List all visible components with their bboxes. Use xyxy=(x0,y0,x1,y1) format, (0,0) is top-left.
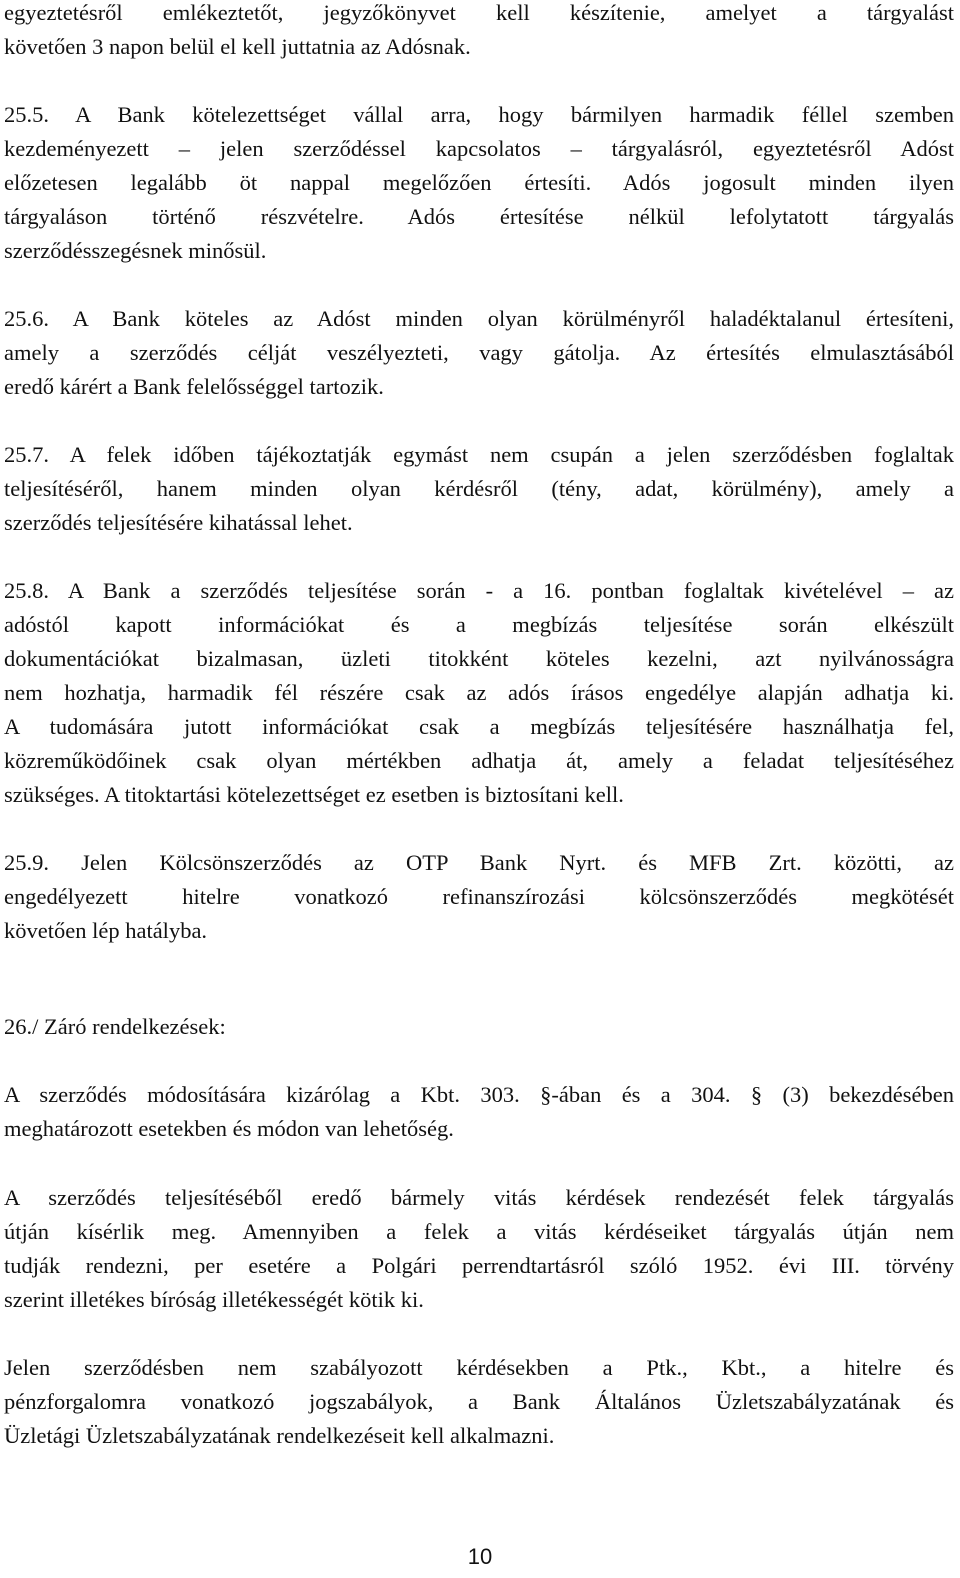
paragraph-25-5-line: 25.5. A Bank kötelezettséget vállal arra, hogy bármilyen harmadik féllel szemben xyxy=(4,102,954,127)
closing-paragraph-line: szerint illetékes bíróság illetékességét kötik ki. xyxy=(4,1287,424,1312)
closing-paragraph-line: A szerződés módosítására kizárólag a Kbt. 303. §-ában és a 304. § (3) bekezdésében xyxy=(4,1082,954,1107)
paragraph-25-8-line: A tudomására jutott információkat csak a megbízás teljesítésére használhatja fel, xyxy=(4,714,954,739)
paragraph-25-9-line: 25.9. Jelen Kölcsönszerződés az OTP Bank Nyrt. és MFB Zrt. közötti, az xyxy=(4,850,954,875)
paragraph-25-8-line: nem hozhatja, harmadik fél részére csak az adós írásos engedélye alapján adhatja ki. xyxy=(4,680,954,705)
text-line: követően 3 napon belül el kell juttatnia az Adósnak. xyxy=(4,34,471,59)
section-heading: 26./ Záró rendelkezések: xyxy=(4,1014,226,1039)
closing-paragraph-line: pénzforgalomra vonatkozó jogszabályok, a Bank Általános Üzletszabályzatának és xyxy=(4,1389,954,1414)
paragraph-25-5-line: tárgyaláson történő részvételre. Adós értesítése nélkül lefolytatott tárgyalás xyxy=(4,204,954,229)
paragraph-25-9-line: engedélyezett hitelre vonatkozó refinanszírozási kölcsönszerződés megkötését xyxy=(4,884,954,909)
paragraph-25-8-line: 25.8. A Bank a szerződés teljesítése során - a 16. pontban foglaltak kivételével – az xyxy=(4,578,954,603)
paragraph-25-9-line: követően lép hatályba. xyxy=(4,918,208,943)
paragraph-25-7-line: 25.7. A felek időben tájékoztatják egymást nem csupán a jelen szerződésben foglaltak xyxy=(4,442,954,467)
paragraph-25-5-line: szerződésszegésnek minősül. xyxy=(4,238,267,263)
closing-paragraph-line: Üzletági Üzletszabályzatának rendelkezéseit kell alkalmazni. xyxy=(4,1423,555,1448)
paragraph-25-8-line: közreműködőinek csak olyan mértékben adhatja át, amely a feladat teljesítéséhez xyxy=(4,748,954,773)
paragraph-25-5-line: kezdeményezett – jelen szerződéssel kapcsolatos – tárgyalásról, egyeztetésről Adóst xyxy=(4,136,954,161)
paragraph-25-8-line: dokumentációkat bizalmasan, üzleti titokként köteles kezelni, azt nyilvánosságra xyxy=(4,646,954,671)
paragraph-25-6-line: eredő kárért a Bank felelősséggel tartozik. xyxy=(4,374,384,399)
paragraph-25-8-line: adóstól kapott információkat és a megbízás teljesítése során elkészült xyxy=(4,612,954,637)
paragraph-25-7-line: szerződés teljesítésére kihatással lehet. xyxy=(4,510,353,535)
closing-paragraph-line: tudják rendezni, per esetére a Polgári perrendtartásról szóló 1952. évi III. törvény xyxy=(4,1253,954,1278)
paragraph-25-8-line: szükséges. A titoktartási kötelezettséget ez esetben is biztosítani kell. xyxy=(4,782,624,807)
closing-paragraph-line: meghatározott esetekben és módon van lehetőség. xyxy=(4,1116,454,1141)
closing-paragraph-line: A szerződés teljesítéséből eredő bármely vitás kérdések rendezését felek tárgyalás xyxy=(4,1185,954,1210)
page-number: 10 xyxy=(467,1544,493,1569)
text-line: egyeztetésről emlékeztetőt, jegyzőkönyvet kell készítenie, amelyet a tárgyalást xyxy=(4,0,954,25)
paragraph-25-5-line: előzetesen legalább öt nappal megelőzően értesíti. Adós jogosult minden ilyen xyxy=(4,170,954,195)
paragraph-25-6-line: amely a szerződés célját veszélyezteti, vagy gátolja. Az értesítés elmulasztásából xyxy=(4,340,954,365)
paragraph-25-6-line: 25.6. A Bank köteles az Adóst minden olyan körülményről haladéktalanul értesíteni, xyxy=(4,306,954,331)
closing-paragraph-line: Jelen szerződésben nem szabályozott kérdésekben a Ptk., Kbt., a hitelre és xyxy=(4,1355,954,1380)
closing-paragraph-line: útján kísérlik meg. Amennyiben a felek a vitás kérdéseiket tárgyalás útján nem xyxy=(4,1219,954,1244)
paragraph-25-7-line: teljesítéséről, hanem minden olyan kérdésről (tény, adat, körülmény), amely a xyxy=(4,476,954,501)
